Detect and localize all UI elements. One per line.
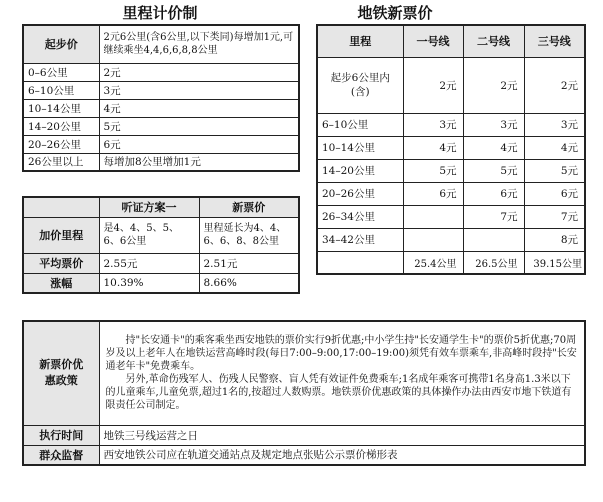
compare-row-label: 平均票价 <box>23 253 99 273</box>
mileage-row-value: 每增加8公里增加1元 <box>99 153 299 171</box>
metro-line3-fare: 7元 <box>524 205 585 228</box>
table-row <box>23 99 299 117</box>
compare-new-value: 2.51元 <box>199 253 299 273</box>
table-row <box>23 135 299 153</box>
metro-line2-fare: 4元 <box>463 136 524 159</box>
metro-row-label: 34–42公里 <box>317 228 403 251</box>
mileage-row-value: 2元6公里(含6公里,以下类同)每增加1元,可继续乘坐4,4,6,6,8,8公里 <box>99 25 299 63</box>
metro-row-label: 10–14公里 <box>317 136 403 159</box>
compare-plan-value: 10.39% <box>99 273 199 293</box>
metro-line3-fare: 6元 <box>524 182 585 205</box>
mileage-title: 里程计价制 <box>122 4 198 22</box>
metro-line3-fare: 4元 <box>524 136 585 159</box>
table-row <box>317 205 585 228</box>
table-row <box>23 197 299 217</box>
mileage-row-label: 26公里以上 <box>23 153 99 171</box>
mileage-table <box>22 24 300 172</box>
mileage-row-value: 3元 <box>99 81 299 99</box>
mileage-row-value: 2元 <box>99 63 299 81</box>
table-row <box>23 253 299 273</box>
metro-row-label: 26–34公里 <box>317 205 403 228</box>
mileage-row-value: 4元 <box>99 99 299 117</box>
metro-line1-fare: 3元 <box>403 113 463 136</box>
metro-row-label: 6–10公里 <box>317 113 403 136</box>
metro-line1-fare: 4元 <box>403 136 463 159</box>
metro-line2-fare <box>463 228 524 251</box>
metro-line3-length: 39.15公里 <box>524 251 585 274</box>
metro-row-label: 20–26公里 <box>317 182 403 205</box>
compare-header-plan: 听证方案一 <box>99 197 199 217</box>
metro-line3-fare: 2元 <box>524 57 585 113</box>
metro-line3-fare: 8元 <box>524 228 585 251</box>
table-row <box>23 117 299 135</box>
policy-table <box>22 320 586 466</box>
compare-row-label: 加价里程 <box>23 217 99 253</box>
metro-line2-fare: 2元 <box>463 57 524 113</box>
mileage-row-value: 6元 <box>99 135 299 153</box>
mileage-row-label: 0–6公里 <box>23 63 99 81</box>
compare-row-label: 涨幅 <box>23 273 99 293</box>
metro-line1-fare: 2元 <box>403 57 463 113</box>
table-row <box>23 25 299 63</box>
metro-line2-fare: 5元 <box>463 159 524 182</box>
mileage-row-value: 5元 <box>99 117 299 135</box>
table-row <box>23 321 585 425</box>
metro-line2-fare: 3元 <box>463 113 524 136</box>
metro-line2-fare: 7元 <box>463 205 524 228</box>
table-row <box>23 153 299 171</box>
table-row <box>317 228 585 251</box>
metro-row-label <box>317 251 403 274</box>
metro-line3-fare: 3元 <box>524 113 585 136</box>
table-row <box>317 159 585 182</box>
metro-fare-table <box>316 24 586 275</box>
metro-line1-fare <box>403 228 463 251</box>
metro-line2-fare: 6元 <box>463 182 524 205</box>
mileage-row-label: 6–10公里 <box>23 81 99 99</box>
mileage-row-label: 20–26公里 <box>23 135 99 153</box>
table-row <box>23 273 299 293</box>
table-row <box>23 445 585 465</box>
table-row <box>23 217 299 253</box>
policy-label: 新票价优惠政策 <box>23 321 99 425</box>
table-row <box>23 63 299 81</box>
metro-line1-fare <box>403 205 463 228</box>
comparison-table <box>22 196 300 294</box>
public-watch-value: 西安地铁公司应在轨道交通站点及规定地点张贴公示票价梯形表 <box>99 445 585 465</box>
policy-paragraph: 持"长安通卡"的乘客乘坐西安地铁的票价实行9折优惠;中小学生持"长安通学生卡"的票价5折优惠;70周岁及以上老年人在地铁运营高峰时段(每日7:00–9:00,17:00–19:00)须凭有效车票乘车,非高峰时段持"长安通老年卡"免费乘车。 <box>105 335 577 373</box>
table-row <box>317 251 585 274</box>
table-row <box>23 81 299 99</box>
compare-plan-value: 是4、4、5、5、6、6公里 <box>99 217 199 253</box>
table-row <box>317 182 585 205</box>
table-row <box>317 57 585 113</box>
public-watch-label: 群众监督 <box>23 445 99 465</box>
metro-line3-fare: 5元 <box>524 159 585 182</box>
compare-plan-value: 2.55元 <box>99 253 199 273</box>
exec-time-label: 执行时间 <box>23 425 99 445</box>
metro-line1-length: 25.4公里 <box>403 251 463 274</box>
metro-line1-fare: 6元 <box>403 182 463 205</box>
mileage-row-label: 起步价 <box>23 25 99 63</box>
metro-row-label: 起步6公里内(含) <box>317 57 403 113</box>
metro-header-line1: 一号线 <box>403 25 463 57</box>
table-row <box>317 113 585 136</box>
table-row <box>23 425 585 445</box>
metro-line2-length: 26.5公里 <box>463 251 524 274</box>
metro-line1-fare: 5元 <box>403 159 463 182</box>
metro-header-line3: 三号线 <box>524 25 585 57</box>
metro-header-distance: 里程 <box>317 25 403 57</box>
metro-title: 地铁新票价 <box>357 4 433 22</box>
compare-new-value: 里程延长为4、4、6、6、8、8公里 <box>199 217 299 253</box>
compare-header-new: 新票价 <box>199 197 299 217</box>
table-row <box>317 136 585 159</box>
compare-new-value: 8.66% <box>199 273 299 293</box>
metro-header-line2: 二号线 <box>463 25 524 57</box>
compare-header-blank <box>23 197 99 217</box>
metro-row-label: 14–20公里 <box>317 159 403 182</box>
exec-time-value: 地铁三号线运营之日 <box>99 425 585 445</box>
table-row <box>317 25 585 57</box>
mileage-row-label: 14–20公里 <box>23 117 99 135</box>
policy-paragraph: 另外,革命伤残军人、伤残人民警察、盲人凭有效证件免费乘车;1名成年乘客可携带1名身高1.3米以下的儿童乘车,儿童免票,超过1名的,按超过人数购票。地铁票价优惠政策的具体操作办法由西安市地下铁道有限责任公司制定。 <box>105 374 572 412</box>
policy-content <box>99 321 585 425</box>
mileage-row-label: 10–14公里 <box>23 99 99 117</box>
